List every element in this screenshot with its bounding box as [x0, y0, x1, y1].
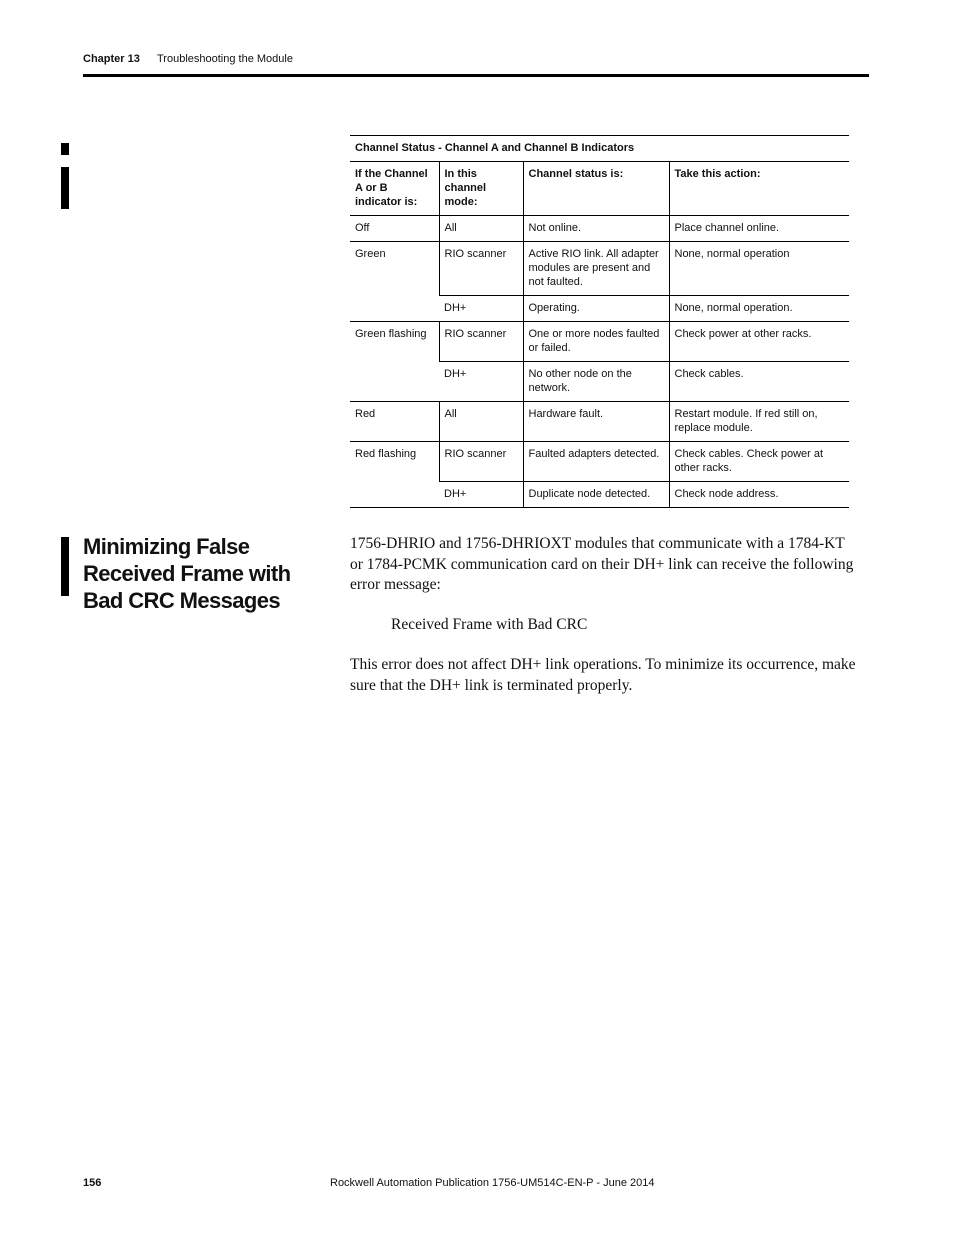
indicator-cell: Off — [350, 216, 439, 242]
action-cell: Check node address. — [669, 482, 849, 508]
chapter-title: Troubleshooting the Module — [157, 53, 293, 65]
indicator-cell: Red flashing — [350, 442, 439, 508]
table-caption: Channel Status - Channel A and Channel B Indicators — [350, 135, 849, 162]
page-number: 156 — [83, 1177, 102, 1189]
mode-cell: DH+ — [439, 296, 523, 322]
status-cell: Active RIO link. All adapter modules are present and not faulted. — [523, 242, 669, 296]
status-cell: Operating. — [523, 296, 669, 322]
status-cell: Duplicate node detected. — [523, 482, 669, 508]
table-row — [350, 242, 849, 296]
column-header: Channel status is: — [523, 162, 669, 216]
section-heading: Minimizing False Received Frame with Bad CRC Messages — [83, 534, 291, 613]
header-rule — [83, 74, 869, 77]
mode-cell: DH+ — [439, 362, 523, 402]
action-cell: Check cables. Check power at other racks. — [669, 442, 849, 482]
table-row — [350, 322, 849, 362]
mode-cell: RIO scanner — [439, 322, 523, 362]
action-cell: Restart module. If red still on, replace module. — [669, 402, 849, 442]
status-cell: Hardware fault. — [523, 402, 669, 442]
change-bar — [61, 537, 69, 596]
chapter-label: Chapter 13 — [83, 53, 140, 65]
indicator-cell: Red — [350, 402, 439, 442]
change-bar — [61, 167, 69, 209]
table-row — [350, 442, 849, 482]
indicator-cell: Green — [350, 242, 439, 322]
body-paragraph: This error does not affect DH+ link operations. To minimize its occurrence, make sure that the DH+ link is terminated properly. — [350, 656, 856, 694]
mode-cell: RIO scanner — [439, 442, 523, 482]
status-cell: One or more nodes faulted or failed. — [523, 322, 669, 362]
column-header: If the Channel A or B indicator is: — [350, 162, 439, 216]
running-header — [83, 53, 293, 65]
action-cell: Place channel online. — [669, 216, 849, 242]
status-cell: Not online. — [523, 216, 669, 242]
channel-status-table — [350, 135, 849, 508]
change-bar — [61, 143, 69, 155]
indicator-cell: Green flashing — [350, 322, 439, 402]
action-cell: Check power at other racks. — [669, 322, 849, 362]
mode-cell: RIO scanner — [439, 242, 523, 296]
mode-cell: All — [439, 216, 523, 242]
status-cell: No other node on the network. — [523, 362, 669, 402]
table-row — [350, 216, 849, 242]
column-header: In this channel mode: — [439, 162, 523, 216]
action-cell: None, normal operation. — [669, 296, 849, 322]
table-row — [350, 402, 849, 442]
mode-cell: DH+ — [439, 482, 523, 508]
mode-cell: All — [439, 402, 523, 442]
column-header: Take this action: — [669, 162, 849, 216]
publication-info: Rockwell Automation Publication 1756-UM514C-EN-P - June 2014 — [330, 1177, 655, 1189]
action-cell: None, normal operation — [669, 242, 849, 296]
table-header-row — [350, 162, 849, 216]
body-paragraph: 1756-DHRIO and 1756-DHRIOXT modules that communicate with a 1784-KT or 1784-PCMK communication card on their DH+ link can receive the following error message: — [350, 535, 854, 593]
action-cell: Check cables. — [669, 362, 849, 402]
error-message-text: Received Frame with Bad CRC — [391, 616, 588, 633]
status-cell: Faulted adapters detected. — [523, 442, 669, 482]
